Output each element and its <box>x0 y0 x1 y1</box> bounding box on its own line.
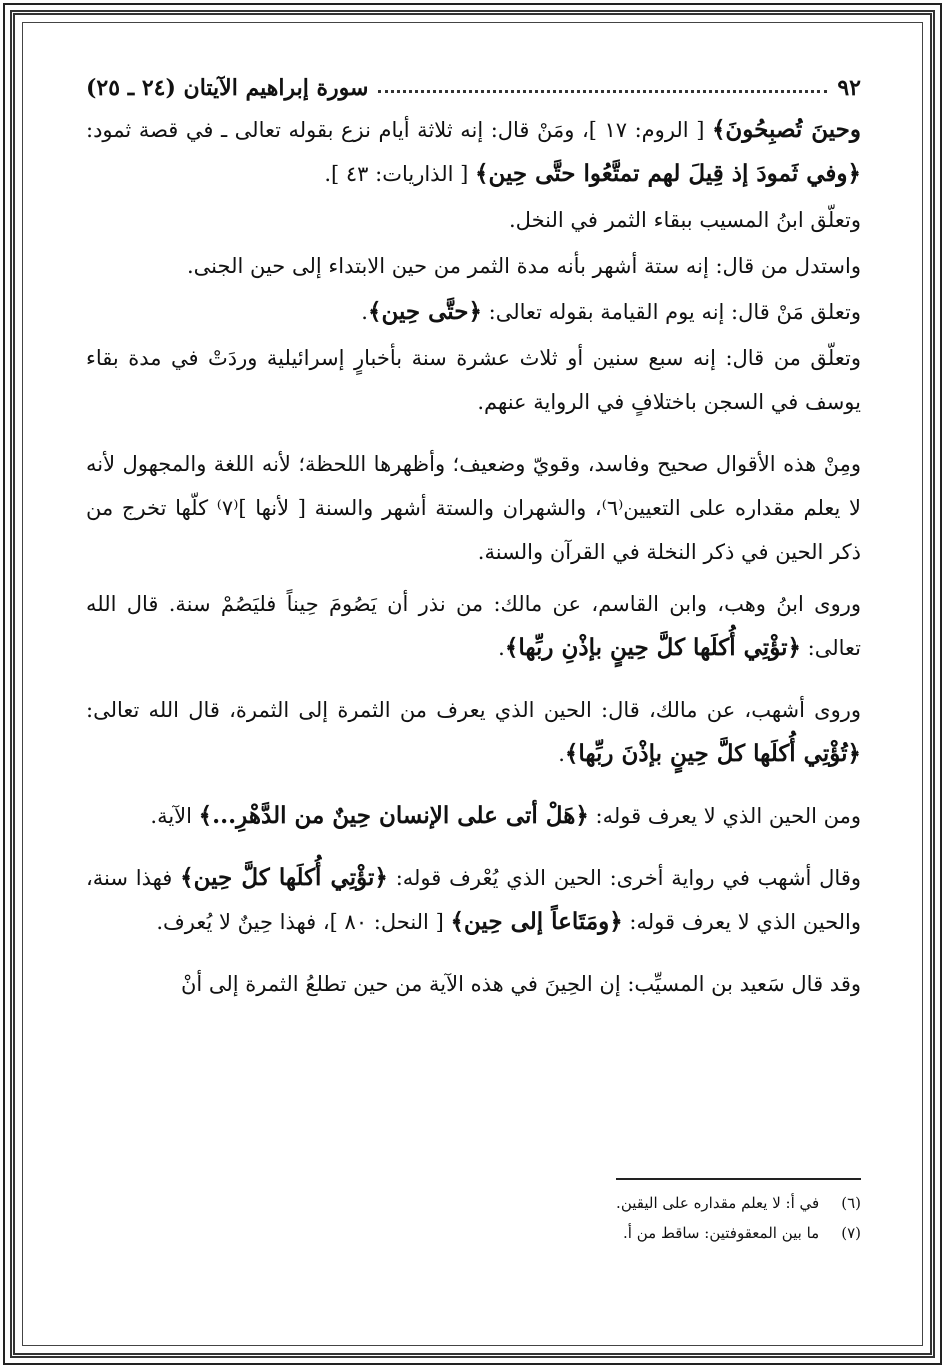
paragraph <box>86 442 861 574</box>
footnotes <box>86 1178 861 1248</box>
footnote-rule <box>616 1178 861 1180</box>
quran-verse: ﴿هَلْ أتى على الإنسان حِينٌ من الدَّهْرِ...﴾ <box>198 802 589 829</box>
paragraph-text: وقد قال سَعيد بن المسيِّب: إن الحِينَ في هذه الآية من حين تطلعُ الثمرة إلى أنْ <box>180 972 861 996</box>
paragraph-text: وتعلق مَنْ قال: إنه يوم القيامة بقوله تعالى: <box>481 300 861 324</box>
paragraph-text: واستدل من قال: إنه ستة أشهر بأنه مدة الثمر من حين الابتداء إلى حين الجنى. <box>187 254 861 278</box>
footnote <box>86 1188 861 1218</box>
paragraph-text: وروى ابنُ وهب، وابن القاسم، عن مالك: من نذر أن يَصُومَ حِيناً فليَصُمْ سنة. قال الله تعالى: <box>86 592 861 660</box>
quran-verse: ﴿ومَتَاعاً إلى حِين﴾ <box>450 908 623 935</box>
quran-verse: ﴿تؤْتِي أُكلَها كلَّ حِين﴾ <box>180 864 388 891</box>
paragraph-text: . <box>558 742 565 766</box>
quran-verse: ﴿حتَّى حِين﴾ <box>367 298 482 325</box>
paragraph-text: وروى أشهب، عن مالك، قال: الحين الذي يعرف من الثمرة إلى الثمرة، قال الله تعالى: <box>86 698 861 722</box>
quran-verse: ﴿وفي ثَمودَ إذ قِيلَ لهم تمتَّعُوا حتَّى حِين﴾ <box>474 160 861 187</box>
paragraph <box>86 244 861 288</box>
running-header <box>86 68 861 108</box>
paragraph-text: ومن الحين الذي لا يعرف قوله: <box>588 804 861 828</box>
paragraph-text: . <box>498 636 505 660</box>
paragraph <box>86 108 861 196</box>
page-number: ٩٢ <box>837 75 861 101</box>
paragraph <box>86 290 861 334</box>
paragraph-text: وتعلّق ابنُ المسيب ببقاء الثمر في النخل. <box>509 208 861 232</box>
body-text <box>86 108 861 1006</box>
paragraph <box>86 962 861 1006</box>
footnote-number: (٧) <box>841 1224 861 1242</box>
footnote <box>86 1218 861 1248</box>
paragraph-text: وقال أشهب في رواية أخرى: الحين الذي يُعْرف قوله: <box>387 866 861 890</box>
paragraph <box>86 336 861 424</box>
book-page <box>86 68 861 1318</box>
paragraph <box>86 794 861 838</box>
paragraph-text: الآية. <box>150 804 199 828</box>
quran-verse: ﴿تُؤْتِي أُكلَها كلَّ حِينٍ بإذْنَ ربِّها﴾ <box>564 740 861 767</box>
header-leader-dots <box>378 90 827 93</box>
paragraph-text: ومِنْ هذه الأقوال صحيح وفاسد، وقويّ وضعيف؛ وأظهرها اللحظة؛ لأنه اللغة والمجهول لأنه لا يعلم مقداره على التعيين⁽٦⁾، والشهران والستة أشهر والسنة [ لأنها ]⁽٧⁾ كلّها تخرج من ذكر الحين في ذكر النخلة في القرآن والسنة. <box>86 452 861 564</box>
paragraph-text: [ الذاريات: ٤٣ ]. <box>324 162 475 186</box>
footnote-text: ما بين المعقوفتين: ساقط من أ. <box>623 1224 820 1242</box>
paragraph-text: [ الروم: ١٧ ]، ومَنْ قال: إنه ثلاثة أيام نزع بقوله تعالى ـ في قصة ثمود: <box>86 118 712 142</box>
paragraph <box>86 688 861 776</box>
paragraph <box>86 856 861 944</box>
paragraph-text: . <box>361 300 368 324</box>
quran-verse: وحينَ تُصبِحُونَ﴾ <box>711 116 861 143</box>
footnote-text: في أ: لا يعلم مقداره على اليقين. <box>616 1194 820 1212</box>
quran-verse: ﴿تؤْتِي أُكلَها كلَّ حِينٍ بإذْنِ ربِّها﴾ <box>504 634 801 661</box>
paragraph-text: فهذا سنة، والحين الذي لا يعرف قوله: <box>86 866 861 934</box>
header-title: سورة إبراهيم الآيتان (٢٤ ـ ٢٥) <box>86 75 369 101</box>
paragraph-text: [ النحل: ٨٠ ]، فهذا حِينٌ لا يُعرف. <box>156 910 451 934</box>
footnote-number: (٦) <box>841 1194 861 1212</box>
paragraph-text: وتعلّق من قال: إنه سبع سنين أو ثلاث عشرة سنة بأخبارٍ إسرائيلية وردَتْ في مدة بقاء يوسف في السجن باختلافٍ في الرواية عنهم. <box>86 346 861 414</box>
paragraph <box>86 198 861 242</box>
paragraph <box>86 582 861 670</box>
